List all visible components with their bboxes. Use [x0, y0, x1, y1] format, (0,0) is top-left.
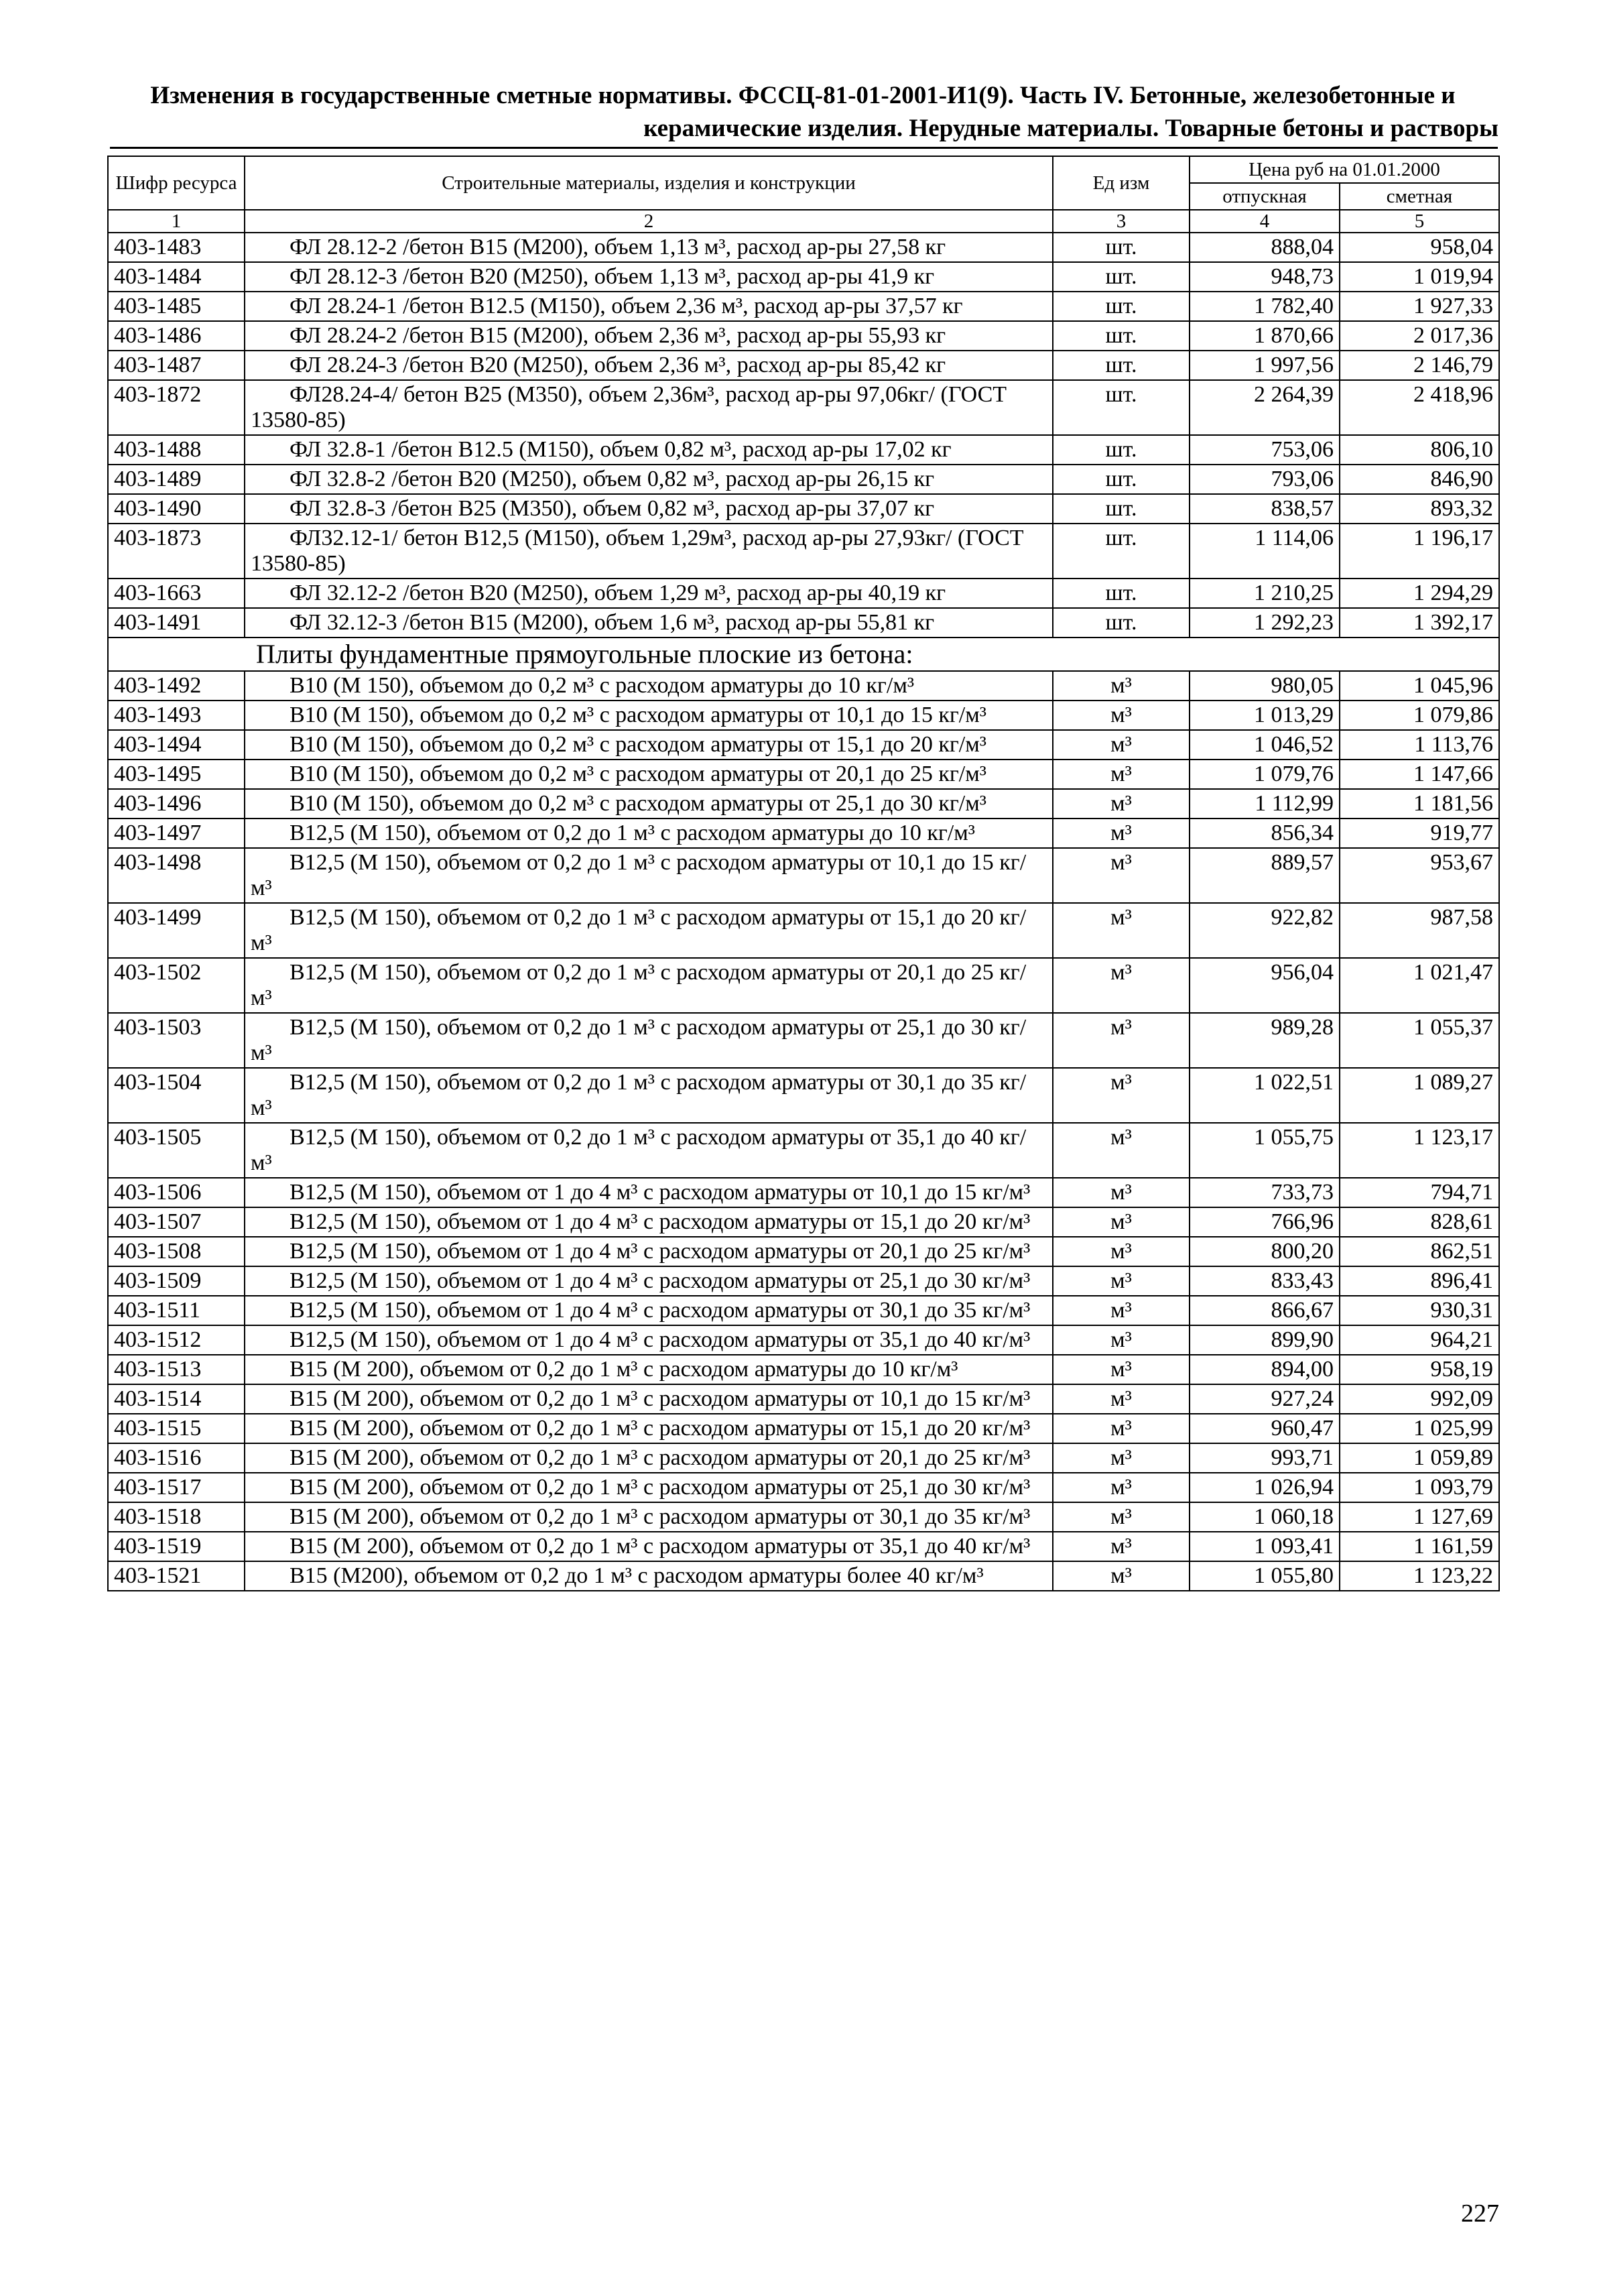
material-name: ФЛ 28.12-3 /бетон В20 (М250), объем 1,13 м³, расход ар-ры 41,9 кг [245, 262, 1053, 292]
release-price: 793,06 [1190, 465, 1340, 494]
estimate-price: 1 019,94 [1340, 262, 1499, 292]
unit-cell: шт. [1053, 435, 1190, 465]
resource-code: 403-1492 [108, 671, 245, 701]
resource-code: 403-1514 [108, 1384, 245, 1414]
unit-cell: шт. [1053, 524, 1190, 579]
table-row [108, 351, 1499, 380]
material-name: В15 (М 200), объемом от 0,2 до 1 м³ с расходом арматуры от 35,1 до 40 кг/м³ [245, 1532, 1053, 1561]
estimate-price: 1 059,89 [1340, 1443, 1499, 1473]
material-name: В15 (М200), объемом от 0,2 до 1 м³ с расходом арматуры более 40 кг/м³ [245, 1561, 1053, 1591]
table-row [108, 1473, 1499, 1502]
table-row [108, 1296, 1499, 1325]
table-row [108, 1013, 1499, 1068]
estimate-price: 1 113,76 [1340, 730, 1499, 760]
table-row [108, 903, 1499, 958]
table-row [108, 671, 1499, 701]
estimate-price: 1 392,17 [1340, 608, 1499, 638]
material-name: ФЛ 32.8-1 /бетон В12.5 (М150), объем 0,82 м³, расход ар-ры 17,02 кг [245, 435, 1053, 465]
estimate-price: 1 093,79 [1340, 1473, 1499, 1502]
unit-cell: шт. [1053, 380, 1190, 435]
unit-cell: м³ [1053, 903, 1190, 958]
unit-cell: шт. [1053, 494, 1190, 524]
table-row [108, 848, 1499, 903]
material-name: ФЛ32.12-1/ бетон В12,5 (М150), объем 1,29м³, расход ар-ры 27,93кг/ (ГОСТ 13580-85) [245, 524, 1053, 579]
material-name: В12,5 (М 150), объемом от 0,2 до 1 м³ с расходом арматуры от 15,1 до 20 кг/м³ [245, 903, 1053, 958]
material-name: В15 (М 200), объемом от 0,2 до 1 м³ с расходом арматуры до 10 кг/м³ [245, 1355, 1053, 1384]
resource-code: 403-1487 [108, 351, 245, 380]
resource-code: 403-1521 [108, 1561, 245, 1591]
release-price: 899,90 [1190, 1325, 1340, 1355]
table-row [108, 1325, 1499, 1355]
unit-cell: м³ [1053, 1296, 1190, 1325]
material-name: ФЛ 28.24-2 /бетон В15 (М200), объем 2,36 м³, расход ар-ры 55,93 кг [245, 321, 1053, 351]
estimate-price: 846,90 [1340, 465, 1499, 494]
material-name: ФЛ28.24-4/ бетон В25 (М350), объем 2,36м³, расход ар-ры 97,06кг/ (ГОСТ 13580-85) [245, 380, 1053, 435]
table-row [108, 1207, 1499, 1237]
estimate-price: 1 055,37 [1340, 1013, 1499, 1068]
resource-code: 403-1491 [108, 608, 245, 638]
unit-cell: м³ [1053, 1068, 1190, 1123]
table-row [108, 435, 1499, 465]
estimate-price: 953,67 [1340, 848, 1499, 903]
unit-cell: м³ [1053, 1013, 1190, 1068]
table-row [108, 958, 1499, 1013]
release-price: 888,04 [1190, 233, 1340, 262]
material-name: В12,5 (М 150), объемом от 1 до 4 м³ с расходом арматуры от 20,1 до 25 кг/м³ [245, 1237, 1053, 1266]
table-row [108, 1532, 1499, 1561]
release-price: 1 026,94 [1190, 1473, 1340, 1502]
release-price: 989,28 [1190, 1013, 1340, 1068]
material-name: В10 (М 150), объемом до 0,2 м³ с расходом арматуры до 10 кг/м³ [245, 671, 1053, 701]
col-number: 3 [1053, 210, 1190, 233]
release-price: 980,05 [1190, 671, 1340, 701]
unit-cell: м³ [1053, 1414, 1190, 1443]
col-header-estimate: сметная [1340, 183, 1499, 210]
header-line-1: Изменения в государственные сметные нормативы. ФССЦ-81-01-2001-И1(9). Часть IV. Бетонные, железобетонные и [150, 82, 1456, 109]
resource-code: 403-1516 [108, 1443, 245, 1473]
unit-cell: м³ [1053, 1532, 1190, 1561]
table-row [108, 1068, 1499, 1123]
release-price: 1 046,52 [1190, 730, 1340, 760]
material-name: В15 (М 200), объемом от 0,2 до 1 м³ с расходом арматуры от 25,1 до 30 кг/м³ [245, 1473, 1053, 1502]
unit-cell: м³ [1053, 1355, 1190, 1384]
release-price: 753,06 [1190, 435, 1340, 465]
unit-cell: м³ [1053, 848, 1190, 903]
estimate-price: 794,71 [1340, 1178, 1499, 1207]
unit-cell: м³ [1053, 760, 1190, 789]
unit-cell: шт. [1053, 579, 1190, 608]
material-name: В12,5 (М 150), объемом от 1 до 4 м³ с расходом арматуры от 25,1 до 30 кг/м³ [245, 1266, 1053, 1296]
table-body [108, 233, 1499, 1591]
estimate-price: 862,51 [1340, 1237, 1499, 1266]
release-price: 1 292,23 [1190, 608, 1340, 638]
table-row [108, 789, 1499, 819]
resource-code: 403-1498 [108, 848, 245, 903]
resource-code: 403-1663 [108, 579, 245, 608]
estimate-price: 896,41 [1340, 1266, 1499, 1296]
header-rule [110, 147, 1498, 149]
resource-code: 403-1508 [108, 1237, 245, 1266]
unit-cell: м³ [1053, 958, 1190, 1013]
release-price: 766,96 [1190, 1207, 1340, 1237]
resource-code: 403-1515 [108, 1414, 245, 1443]
material-name: В10 (М 150), объемом до 0,2 м³ с расходом арматуры от 25,1 до 30 кг/м³ [245, 789, 1053, 819]
table-row [108, 579, 1499, 608]
estimate-price: 958,19 [1340, 1355, 1499, 1384]
material-name: В10 (М 150), объемом до 0,2 м³ с расходом арматуры от 10,1 до 15 кг/м³ [245, 701, 1053, 730]
resource-code: 403-1493 [108, 701, 245, 730]
unit-cell: м³ [1053, 701, 1190, 730]
table-row [108, 380, 1499, 435]
col-header-code: Шифр ресурса [108, 156, 245, 210]
material-name: В15 (М 200), объемом от 0,2 до 1 м³ с расходом арматуры от 30,1 до 35 кг/м³ [245, 1502, 1053, 1532]
estimate-price: 964,21 [1340, 1325, 1499, 1355]
table-row [108, 1561, 1499, 1591]
material-name: В12,5 (М 150), объемом от 1 до 4 м³ с расходом арматуры от 10,1 до 15 кг/м³ [245, 1178, 1053, 1207]
unit-cell: м³ [1053, 1123, 1190, 1178]
estimate-price: 2 418,96 [1340, 380, 1499, 435]
release-price: 1 013,29 [1190, 701, 1340, 730]
price-table [107, 156, 1500, 1591]
unit-cell: шт. [1053, 465, 1190, 494]
page-number: 227 [1461, 2199, 1499, 2228]
release-price: 1 060,18 [1190, 1502, 1340, 1532]
material-name: В15 (М 200), объемом от 0,2 до 1 м³ с расходом арматуры от 20,1 до 25 кг/м³ [245, 1443, 1053, 1473]
release-price: 1 210,25 [1190, 579, 1340, 608]
unit-cell: шт. [1053, 262, 1190, 292]
col-header-name: Строительные материалы, изделия и конструкции [245, 156, 1053, 210]
resource-code: 403-1506 [108, 1178, 245, 1207]
unit-cell: м³ [1053, 1502, 1190, 1532]
material-name: В12,5 (М 150), объемом от 1 до 4 м³ с расходом арматуры от 15,1 до 20 кг/м³ [245, 1207, 1053, 1237]
estimate-price: 1 147,66 [1340, 760, 1499, 789]
table-row [108, 262, 1499, 292]
resource-code: 403-1485 [108, 292, 245, 321]
material-name: В10 (М 150), объемом до 0,2 м³ с расходом арматуры от 20,1 до 25 кг/м³ [245, 760, 1053, 789]
unit-cell: шт. [1053, 292, 1190, 321]
unit-cell: м³ [1053, 1207, 1190, 1237]
resource-code: 403-1873 [108, 524, 245, 579]
material-name: В15 (М 200), объемом от 0,2 до 1 м³ с расходом арматуры от 10,1 до 15 кг/м³ [245, 1384, 1053, 1414]
unit-cell: шт. [1053, 321, 1190, 351]
table-row [108, 524, 1499, 579]
unit-cell: м³ [1053, 1473, 1190, 1502]
estimate-price: 1 127,69 [1340, 1502, 1499, 1532]
estimate-price: 1 294,29 [1340, 579, 1499, 608]
estimate-price: 893,32 [1340, 494, 1499, 524]
estimate-price: 992,09 [1340, 1384, 1499, 1414]
section-row [108, 638, 1499, 671]
material-name: В12,5 (М 150), объемом от 0,2 до 1 м³ с расходом арматуры от 35,1 до 40 кг/м³ [245, 1123, 1053, 1178]
unit-cell: м³ [1053, 671, 1190, 701]
material-name: В12,5 (М 150), объемом от 0,2 до 1 м³ с расходом арматуры от 25,1 до 30 кг/м³ [245, 1013, 1053, 1068]
estimate-price: 1 196,17 [1340, 524, 1499, 579]
table-row [108, 233, 1499, 262]
release-price: 960,47 [1190, 1414, 1340, 1443]
estimate-price: 1 123,17 [1340, 1123, 1499, 1178]
estimate-price: 1 021,47 [1340, 958, 1499, 1013]
release-price: 1 055,75 [1190, 1123, 1340, 1178]
material-name: В12,5 (М 150), объемом от 0,2 до 1 м³ с расходом арматуры от 10,1 до 15 кг/м³ [245, 848, 1053, 903]
release-price: 833,43 [1190, 1266, 1340, 1296]
material-name: ФЛ 28.24-3 /бетон В20 (М250), объем 2,36 м³, расход ар-ры 85,42 кг [245, 351, 1053, 380]
material-name: ФЛ 32.8-3 /бетон В25 (М350), объем 0,82 м³, расход ар-ры 37,07 кг [245, 494, 1053, 524]
resource-code: 403-1505 [108, 1123, 245, 1178]
unit-cell: м³ [1053, 1325, 1190, 1355]
table-row [108, 1414, 1499, 1443]
unit-cell: м³ [1053, 1384, 1190, 1414]
estimate-price: 1 025,99 [1340, 1414, 1499, 1443]
resource-code: 403-1509 [108, 1266, 245, 1296]
table-row [108, 465, 1499, 494]
resource-code: 403-1483 [108, 233, 245, 262]
resource-code: 403-1502 [108, 958, 245, 1013]
release-price: 1 112,99 [1190, 789, 1340, 819]
estimate-price: 806,10 [1340, 435, 1499, 465]
resource-code: 403-1504 [108, 1068, 245, 1123]
resource-code: 403-1872 [108, 380, 245, 435]
estimate-price: 1 123,22 [1340, 1561, 1499, 1591]
resource-code: 403-1490 [108, 494, 245, 524]
unit-cell: шт. [1053, 351, 1190, 380]
estimate-price: 828,61 [1340, 1207, 1499, 1237]
release-price: 956,04 [1190, 958, 1340, 1013]
estimate-price: 930,31 [1340, 1296, 1499, 1325]
release-price: 948,73 [1190, 262, 1340, 292]
release-price: 838,57 [1190, 494, 1340, 524]
unit-cell: м³ [1053, 1237, 1190, 1266]
col-header-price: Цена руб на 01.01.2000 [1190, 156, 1499, 183]
resource-code: 403-1486 [108, 321, 245, 351]
unit-cell: шт. [1053, 233, 1190, 262]
col-header-unit: Ед изм [1053, 156, 1190, 210]
release-price: 927,24 [1190, 1384, 1340, 1414]
table-row [108, 701, 1499, 730]
resource-code: 403-1513 [108, 1355, 245, 1384]
table-row [108, 292, 1499, 321]
section-title: Плиты фундаментные прямоугольные плоские из бетона: [108, 638, 1499, 671]
release-price: 894,00 [1190, 1355, 1340, 1384]
table-row [108, 1123, 1499, 1178]
estimate-price: 1 045,96 [1340, 671, 1499, 701]
unit-cell: м³ [1053, 1561, 1190, 1591]
estimate-price: 987,58 [1340, 903, 1499, 958]
unit-cell: м³ [1053, 730, 1190, 760]
col-number: 5 [1340, 210, 1499, 233]
header-line-2: керамические изделия. Нерудные материалы. Товарные бетоны и растворы [643, 115, 1498, 142]
release-price: 993,71 [1190, 1443, 1340, 1473]
table-row [108, 1237, 1499, 1266]
estimate-price: 919,77 [1340, 819, 1499, 848]
document-header [107, 79, 1498, 145]
table-row [108, 760, 1499, 789]
material-name: В12,5 (М 150), объемом от 1 до 4 м³ с расходом арматуры от 30,1 до 35 кг/м³ [245, 1296, 1053, 1325]
release-price: 1 093,41 [1190, 1532, 1340, 1561]
material-name: ФЛ 32.8-2 /бетон В20 (М250), объем 0,82 м³, расход ар-ры 26,15 кг [245, 465, 1053, 494]
resource-code: 403-1497 [108, 819, 245, 848]
estimate-price: 958,04 [1340, 233, 1499, 262]
resource-code: 403-1519 [108, 1532, 245, 1561]
unit-cell: шт. [1053, 608, 1190, 638]
resource-code: 403-1496 [108, 789, 245, 819]
resource-code: 403-1494 [108, 730, 245, 760]
resource-code: 403-1484 [108, 262, 245, 292]
resource-code: 403-1495 [108, 760, 245, 789]
material-name: ФЛ 32.12-3 /бетон В15 (М200), объем 1,6 м³, расход ар-ры 55,81 кг [245, 608, 1053, 638]
table-row [108, 730, 1499, 760]
release-price: 1 022,51 [1190, 1068, 1340, 1123]
col-header-release: отпускная [1190, 183, 1340, 210]
resource-code: 403-1517 [108, 1473, 245, 1502]
material-name: В15 (М 200), объемом от 0,2 до 1 м³ с расходом арматуры от 15,1 до 20 кг/м³ [245, 1414, 1053, 1443]
material-name: В12,5 (М 150), объемом от 0,2 до 1 м³ с расходом арматуры до 10 кг/м³ [245, 819, 1053, 848]
estimate-price: 1 079,86 [1340, 701, 1499, 730]
table-row [108, 1266, 1499, 1296]
table-row [108, 321, 1499, 351]
table-row [108, 494, 1499, 524]
material-name: ФЛ 28.12-2 /бетон В15 (М200), объем 1,13 м³, расход ар-ры 27,58 кг [245, 233, 1053, 262]
table-row [108, 1502, 1499, 1532]
release-price: 866,67 [1190, 1296, 1340, 1325]
release-price: 1 079,76 [1190, 760, 1340, 789]
unit-cell: м³ [1053, 819, 1190, 848]
table-row [108, 1178, 1499, 1207]
resource-code: 403-1499 [108, 903, 245, 958]
resource-code: 403-1503 [108, 1013, 245, 1068]
table-row [108, 608, 1499, 638]
estimate-price: 2 017,36 [1340, 321, 1499, 351]
release-price: 1 997,56 [1190, 351, 1340, 380]
resource-code: 403-1512 [108, 1325, 245, 1355]
release-price: 1 870,66 [1190, 321, 1340, 351]
release-price: 1 782,40 [1190, 292, 1340, 321]
unit-cell: м³ [1053, 1178, 1190, 1207]
resource-code: 403-1511 [108, 1296, 245, 1325]
material-name: В10 (М 150), объемом до 0,2 м³ с расходом арматуры от 15,1 до 20 кг/м³ [245, 730, 1053, 760]
material-name: ФЛ 32.12-2 /бетон В20 (М250), объем 1,29 м³, расход ар-ры 40,19 кг [245, 579, 1053, 608]
table-row [108, 1384, 1499, 1414]
material-name: В12,5 (М 150), объемом от 0,2 до 1 м³ с расходом арматуры от 20,1 до 25 кг/м³ [245, 958, 1053, 1013]
estimate-price: 2 146,79 [1340, 351, 1499, 380]
estimate-price: 1 089,27 [1340, 1068, 1499, 1123]
col-number: 1 [108, 210, 245, 233]
material-name: В12,5 (М 150), объемом от 0,2 до 1 м³ с расходом арматуры от 30,1 до 35 кг/м³ [245, 1068, 1053, 1123]
resource-code: 403-1488 [108, 435, 245, 465]
material-name: В12,5 (М 150), объемом от 1 до 4 м³ с расходом арматуры от 35,1 до 40 кг/м³ [245, 1325, 1053, 1355]
release-price: 889,57 [1190, 848, 1340, 903]
estimate-price: 1 161,59 [1340, 1532, 1499, 1561]
release-price: 800,20 [1190, 1237, 1340, 1266]
unit-cell: м³ [1053, 1266, 1190, 1296]
unit-cell: м³ [1053, 789, 1190, 819]
release-price: 922,82 [1190, 903, 1340, 958]
release-price: 2 264,39 [1190, 380, 1340, 435]
release-price: 1 055,80 [1190, 1561, 1340, 1591]
material-name: ФЛ 28.24-1 /бетон В12.5 (М150), объем 2,36 м³, расход ар-ры 37,57 кг [245, 292, 1053, 321]
unit-cell: м³ [1053, 1443, 1190, 1473]
resource-code: 403-1518 [108, 1502, 245, 1532]
release-price: 1 114,06 [1190, 524, 1340, 579]
table-row [108, 1443, 1499, 1473]
release-price: 733,73 [1190, 1178, 1340, 1207]
estimate-price: 1 181,56 [1340, 789, 1499, 819]
resource-code: 403-1507 [108, 1207, 245, 1237]
col-number: 2 [245, 210, 1053, 233]
table-row [108, 819, 1499, 848]
resource-code: 403-1489 [108, 465, 245, 494]
col-number: 4 [1190, 210, 1340, 233]
release-price: 856,34 [1190, 819, 1340, 848]
table-row [108, 1355, 1499, 1384]
estimate-price: 1 927,33 [1340, 292, 1499, 321]
